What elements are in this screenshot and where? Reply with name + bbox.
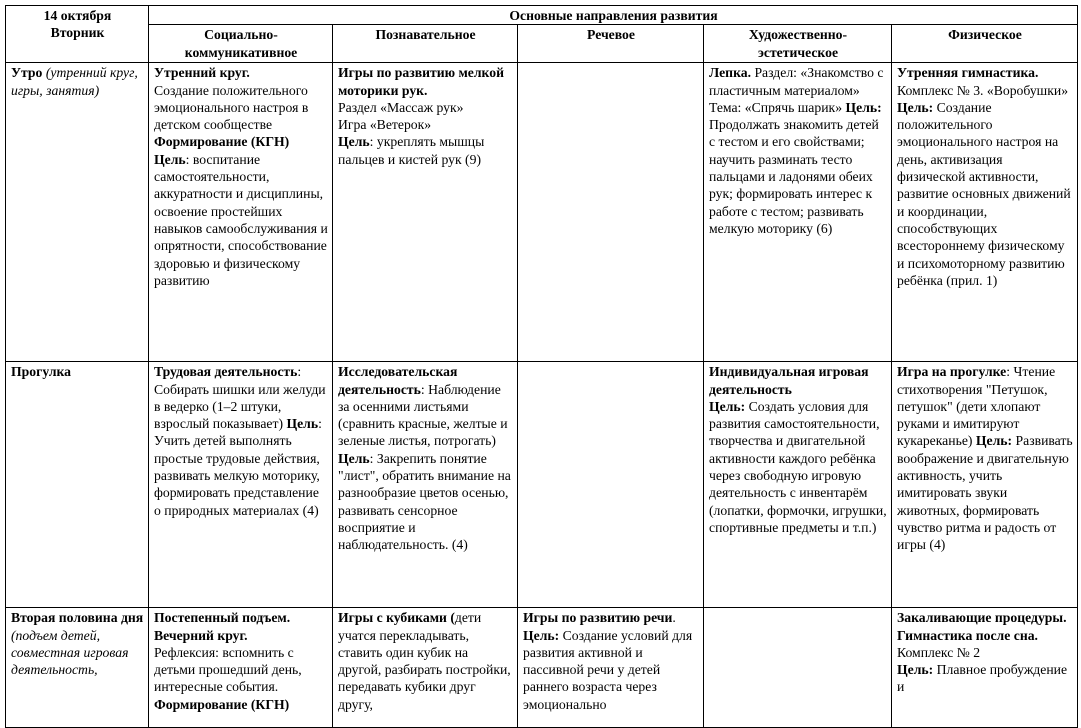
- cell-walk-art: [704, 362, 892, 608]
- activity-title: Закаливающие процедуры. Гимнастика после сна.: [897, 610, 1067, 643]
- goal-text: Создание условий для развития активной и пассивной речи у детей раннего возраста через эмоционально: [523, 627, 693, 712]
- date-text: 14 октября: [43, 8, 112, 23]
- cell-morning-art: [704, 63, 892, 362]
- goal-label: Цель:: [975, 433, 1013, 449]
- period-label: Вторая половина дня: [11, 610, 144, 626]
- activity-line-2: Игра «Ветерок»: [338, 117, 432, 133]
- activity-line-1: Раздел «Массаж рук»: [338, 99, 464, 115]
- goal-label: Цель:: [897, 662, 934, 678]
- table-row-morning: [6, 63, 1078, 362]
- activity-text: : Чтение стихотворения "Петушок, петушок" (дети хлопают руками и имитируют кукареканье): [897, 364, 1056, 449]
- cell-morning-physical: [892, 63, 1078, 362]
- activity-text: : Наблюдение за осенними листьями (сравнить красные, желтые и зеленые листья, потрогать): [338, 381, 508, 449]
- period-label: Утро: [11, 65, 43, 81]
- activity-text: Комплекс № 2: [897, 644, 981, 660]
- table-row-afternoon: [6, 608, 1078, 728]
- directions-group-header: Основные направления развития: [149, 6, 1078, 25]
- cell-morning-speech: [518, 63, 704, 362]
- goal-label: Цель:: [523, 627, 560, 643]
- activity-text: Создание положительного эмоционального настроя в детском сообществе: [154, 82, 309, 133]
- direction-cognitive-header: Познавательное: [333, 25, 518, 63]
- goal-text: Создание положительного эмоционального настроя на день, активизация физической активности, развитие основных движений и координации, способствующих всестороннему физическому и психомоторному развитию ребёнка (прил. 1): [897, 99, 1071, 288]
- weekday-text: Вторник: [50, 25, 105, 41]
- cell-afternoon-cognitive: [333, 608, 518, 728]
- activity-title: Игры по развитию мелкой моторики рук.: [338, 65, 504, 98]
- activity-text: Рефлексия: вспомнить с детьми прошедший день, интересные события.: [154, 644, 302, 695]
- activity-title: Индивидуальная игровая деятельность: [709, 364, 869, 397]
- period-label: Прогулка: [11, 364, 72, 380]
- activity-text: : Собирать шишки или желуди в ведерко (1–2 штуки, взрослый показывает): [154, 364, 326, 432]
- period-cell-afternoon: [6, 608, 149, 728]
- activity-title-2: Формирование (КГН): [154, 696, 290, 712]
- goal-label: Цель: [154, 151, 186, 167]
- activity-text: Комплекс № 3. «Воробушки»: [897, 82, 1069, 98]
- period-note: (утренний круг, игры, занятия): [11, 65, 138, 98]
- cell-walk-cognitive: [333, 362, 518, 608]
- activity-title: Утренний круг.: [154, 65, 250, 81]
- activity-title: Игры с кубиками (: [338, 610, 455, 626]
- goal-text: Создать условия для развития самостоятельности, творчества и двигательной активности каждого ребёнка через свободную игровую деятельность с инвентарём (лопатки, формочки, игрушки, спортивные предметы и т.п.): [709, 398, 887, 535]
- goal-text: Развивать воображение и двигательную активность, учить имитировать звуки животных, формировать чувство ритма и радость от игры (4): [897, 433, 1073, 553]
- activity-title: Исследовательская деятельность: [338, 364, 458, 397]
- goal-text: Плавное пробуждение и: [897, 662, 1068, 695]
- cell-walk-speech: [518, 362, 704, 608]
- date-header-cell: [6, 6, 149, 63]
- activity-text: дети учатся перекладывать, ставить один кубик на другой, разбирать постройки, передавать кубики друг другу,: [338, 610, 511, 712]
- goal-label: Цель: [286, 416, 319, 432]
- cell-morning-social: [149, 63, 333, 362]
- activity-title: Игра на прогулке: [897, 364, 1007, 380]
- goal-label: Цель:: [897, 99, 934, 115]
- goal-text: : укреплять мышцы пальцев и кистей рук (9): [338, 134, 485, 167]
- goal-text: : воспитание самостоятельности, аккуратности и дисциплины, освоение простейших навыков самообслуживания и опрятности, способствование здоровью и физическому развитию: [154, 151, 328, 288]
- goal-text: Продолжать знакомить детей с тестом и его свойствами; научить разминать тесто пальцами и ладонями обеих рук; формировать интерес к работе с тестом; развивать мелкую моторику (6): [709, 117, 879, 236]
- goal-label: Цель: [338, 134, 370, 150]
- activity-title: Лепка.: [709, 65, 752, 81]
- period-cell-morning: [6, 63, 149, 362]
- period-note: (подъем детей, совместная игровая деятельность,: [11, 627, 129, 678]
- daily-plan-table: [5, 5, 1078, 728]
- cell-afternoon-art: [704, 608, 892, 728]
- direction-art-header: Художественно-эстетическое: [704, 25, 892, 63]
- activity-title: Трудовая деятельность: [154, 364, 298, 380]
- cell-afternoon-speech: [518, 608, 704, 728]
- activity-title: Утренняя гимнастика.: [897, 65, 1039, 81]
- cell-morning-cognitive: [333, 63, 518, 362]
- cell-afternoon-physical: [892, 608, 1078, 728]
- activity-title: Игры по развитию речи: [523, 610, 673, 626]
- direction-social-header: Социально-коммуникативное: [149, 25, 333, 63]
- goal-label: Цель: [338, 450, 370, 466]
- activity-text: .: [672, 610, 676, 626]
- goal-label: Цель:: [845, 99, 882, 115]
- table-row-walk: [6, 362, 1078, 608]
- cell-afternoon-social: [149, 608, 333, 728]
- direction-physical-header: Физическое: [892, 25, 1078, 63]
- goal-label: Цель:: [709, 398, 746, 414]
- direction-speech-header: Речевое: [518, 25, 704, 63]
- period-cell-walk: [6, 362, 149, 608]
- goal-text: : Учить детей выполнять простые трудовые действия, развивать мелкую моторику, формировать представление о природных материалах (4): [154, 416, 322, 518]
- cell-walk-social: [149, 362, 333, 608]
- activity-text: Раздел: «Знакомство с пластичным материалом» Тема: «Спрячь шарик»: [709, 65, 884, 115]
- activity-title-2: Формирование (КГН): [154, 134, 290, 150]
- cell-walk-physical: [892, 362, 1078, 608]
- activity-title: Постепенный подъем. Вечерний круг.: [154, 610, 291, 643]
- goal-text: : Закрепить понятие "лист", обратить внимание на разнообразие цветов осенью, развивать сенсорное восприятие и наблюдательность. (4): [338, 450, 511, 553]
